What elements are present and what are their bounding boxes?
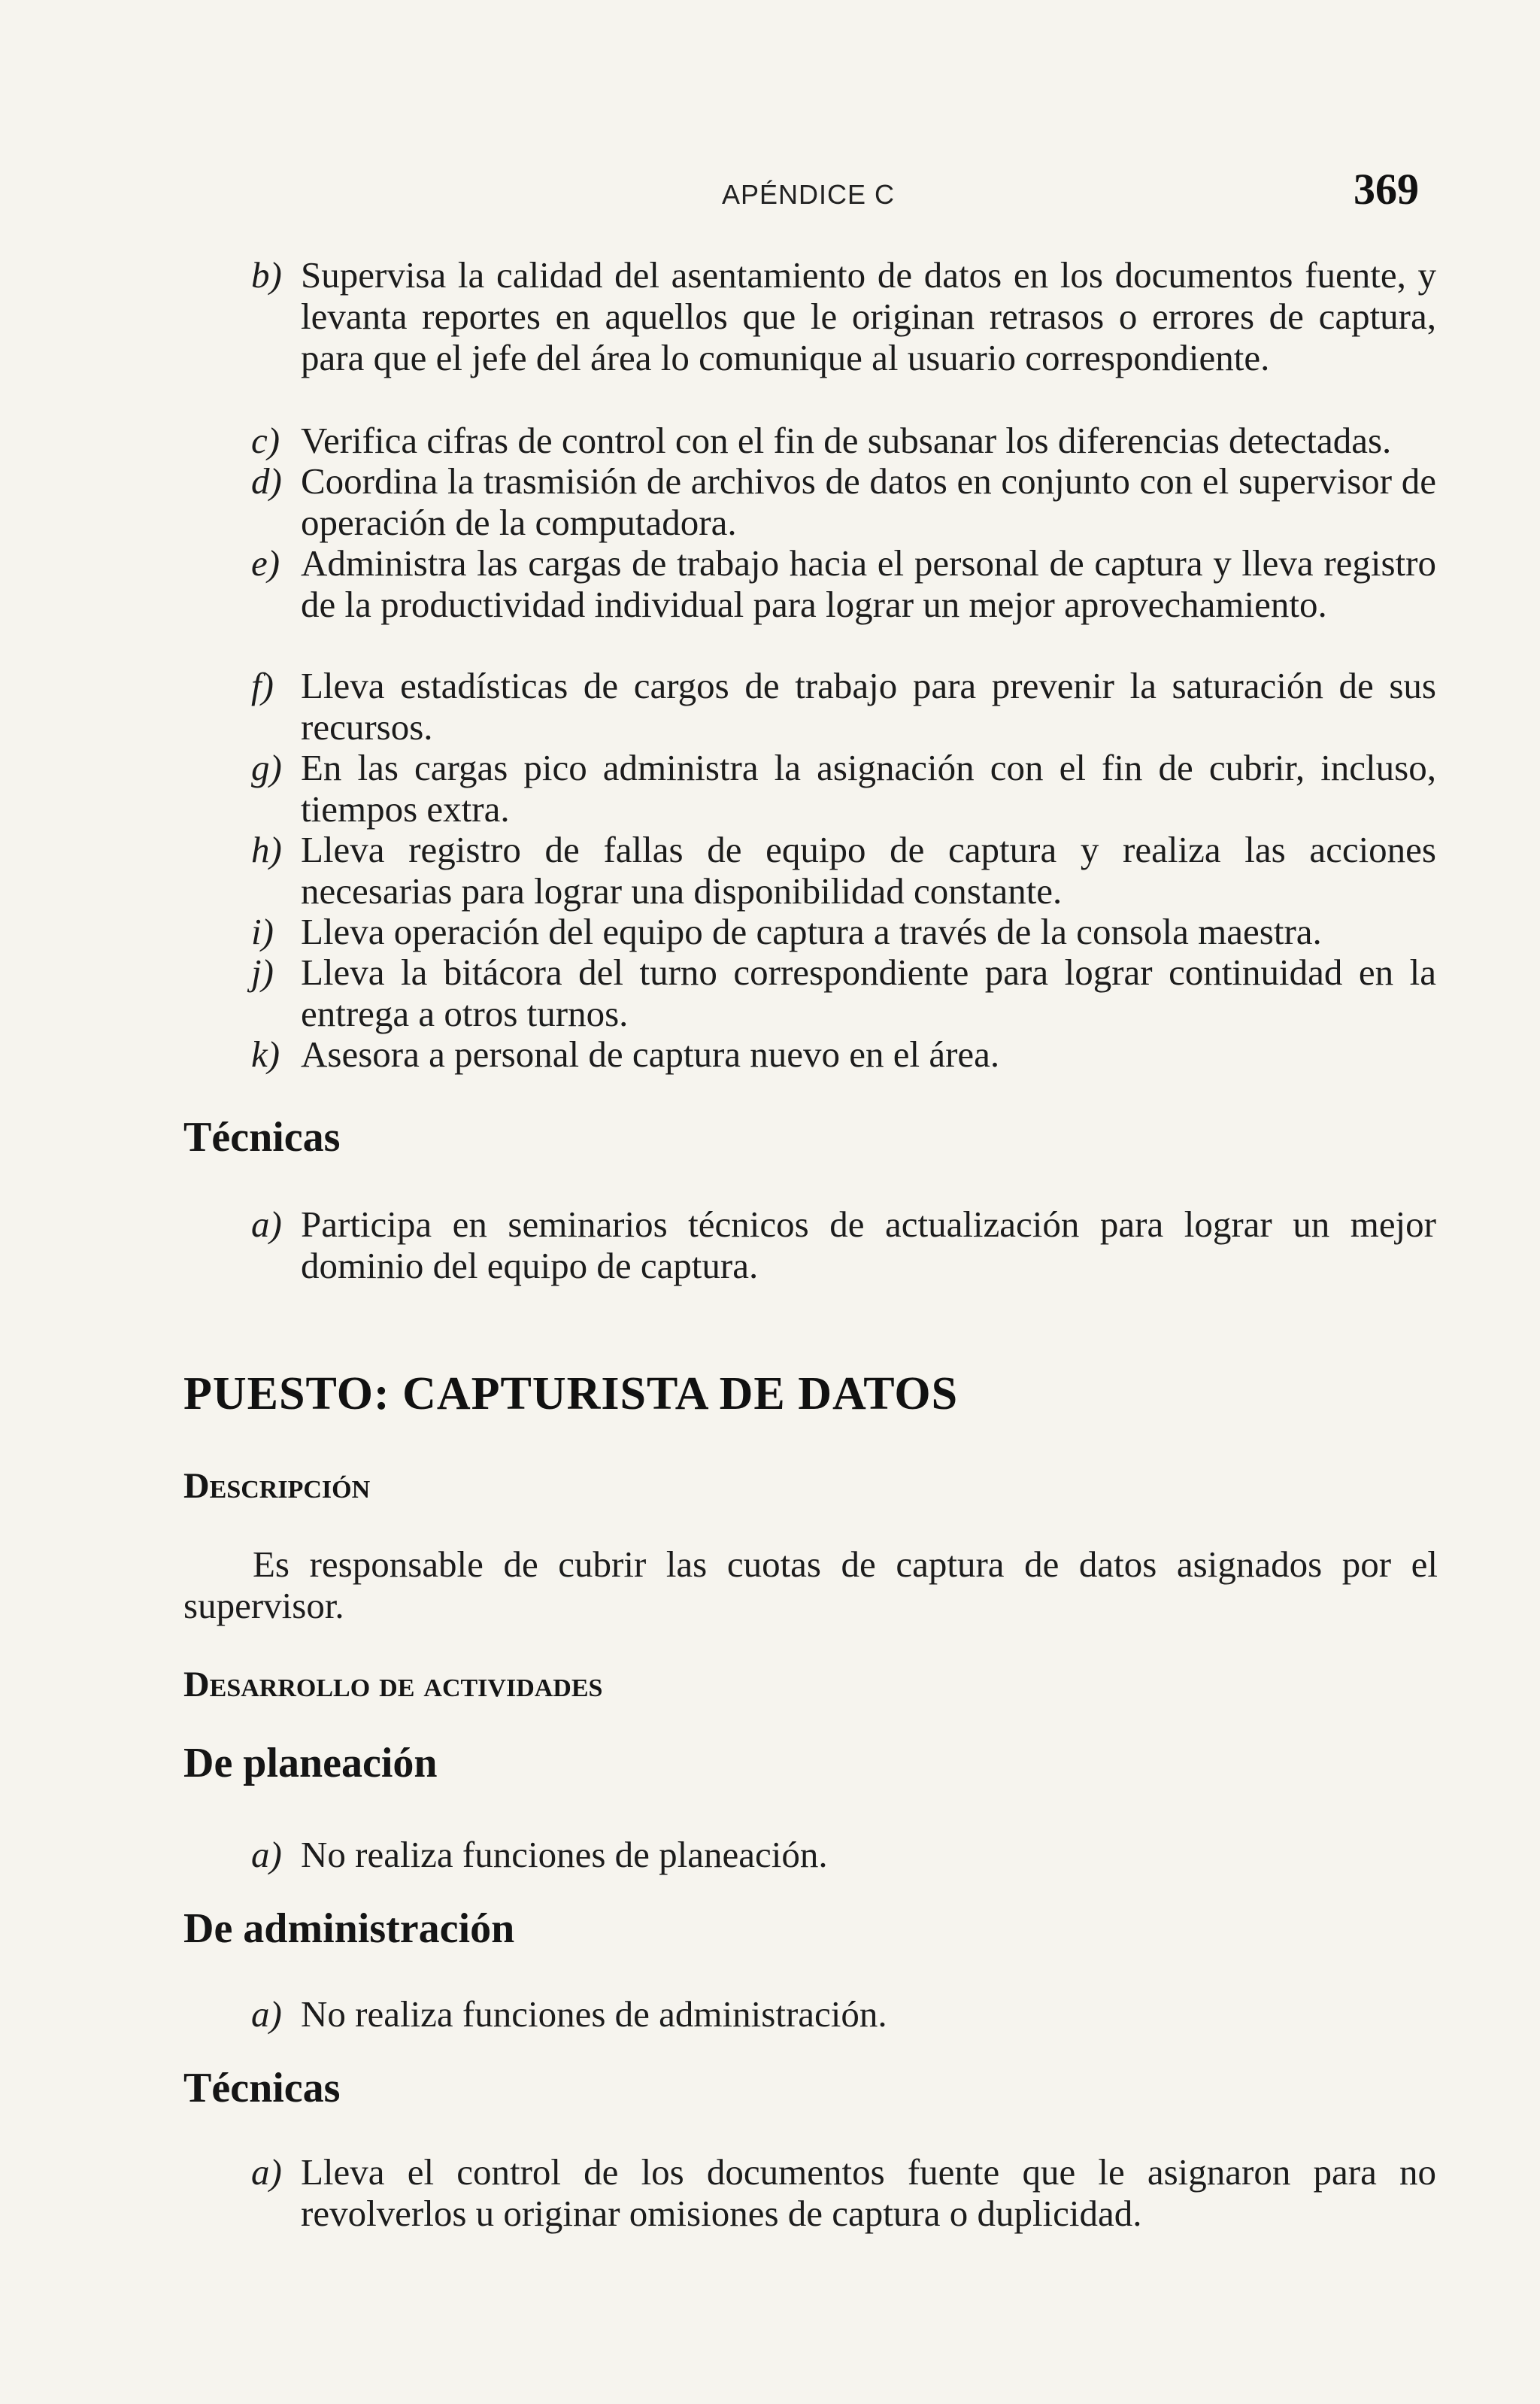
list-item-text: Coordina la trasmisión de archivos de datos en conjunto con el supervisor de operación de la computadora. [301,460,1436,543]
list-marker: j) [251,952,274,993]
list-marker: a) [251,1834,282,1875]
running-header: APÉNDICE C [722,179,896,210]
section-heading-administracion: De administración [183,1905,515,1952]
list-item [251,1834,1436,1875]
descripcion-heading: Descripción [183,1466,371,1506]
list-marker: a) [251,1993,282,2035]
list-marker: e) [251,542,280,584]
list-marker: d) [251,460,282,502]
list-item [251,2151,1436,2234]
list-item [251,665,1436,748]
list-item-text: Participa en seminarios técnicos de actualización para lograr un mejor dominio del equipo de captura. [301,1204,1436,1286]
list-item [251,1034,1436,1075]
list-item-text: Administra las cargas de trabajo hacia el personal de captura y lleva registro de la productividad individual para lograr un mejor aprovechamiento. [301,542,1436,625]
list-item-text: Lleva operación del equipo de captura a través de la consola maestra. [301,911,1322,952]
job-title-heading: PUESTO: CAPTURISTA DE DATOS [183,1368,959,1419]
list-item [251,747,1436,830]
section-heading-tecnicas-2: Técnicas [183,2065,341,2111]
list-item [251,460,1436,543]
list-marker: b) [251,254,282,296]
list-item [251,542,1436,625]
list-item [251,254,1436,378]
list-item-text: Verifica cifras de control con el fin de subsanar los diferencias detectadas. [301,420,1392,461]
list-item [251,829,1436,912]
list-item-text: Lleva estadísticas de cargos de trabajo para prevenir la saturación de sus recursos. [301,665,1436,748]
descripcion-paragraph: Es responsable de cubrir las cuotas de captura de datos asignados por el supervisor. [183,1543,1438,1626]
list-marker: c) [251,420,280,461]
section-heading-planeacion: De planeación [183,1740,438,1786]
list-item-text: En las cargas pico administra la asignación con el fin de cubrir, incluso, tiempos extra. [301,747,1436,830]
list-marker: a) [251,1204,282,1245]
list-marker: i) [251,911,274,952]
list-marker: k) [251,1034,280,1075]
list-item-text: Asesora a personal de captura nuevo en el área. [301,1034,1000,1075]
list-item [251,952,1436,1034]
section-heading-tecnicas: Técnicas [183,1114,341,1161]
page-number: 369 [1354,165,1419,214]
list-marker: a) [251,2151,282,2193]
list-item-text: No realiza funciones de administración. [301,1993,887,2035]
list-marker: g) [251,747,282,788]
list-item [251,1993,1436,2035]
list-item [251,1204,1436,1286]
list-item-text: Supervisa la calidad del asentamiento de datos en los documentos fuente, y levanta reportes en aquellos que le originan retrasos o errores de captura, para que el jefe del área lo comunique al usuario correspondiente. [301,254,1436,378]
desarrollo-heading: Desarrollo de actividades [183,1665,603,1704]
list-item-text: Lleva el control de los documentos fuente que le asignaron para no revolverlos u originar omisiones de captura o duplicidad. [301,2151,1436,2234]
list-item-text: No realiza funciones de planeación. [301,1834,828,1875]
list-marker: f) [251,665,274,706]
list-item [251,911,1436,952]
list-item-text: Lleva la bitácora del turno correspondiente para lograr continuidad en la entrega a otros turnos. [301,952,1436,1034]
list-item [251,420,1436,461]
list-item-text: Lleva registro de fallas de equipo de captura y realiza las acciones necesarias para lograr una disponibilidad constante. [301,829,1436,912]
list-marker: h) [251,829,282,870]
